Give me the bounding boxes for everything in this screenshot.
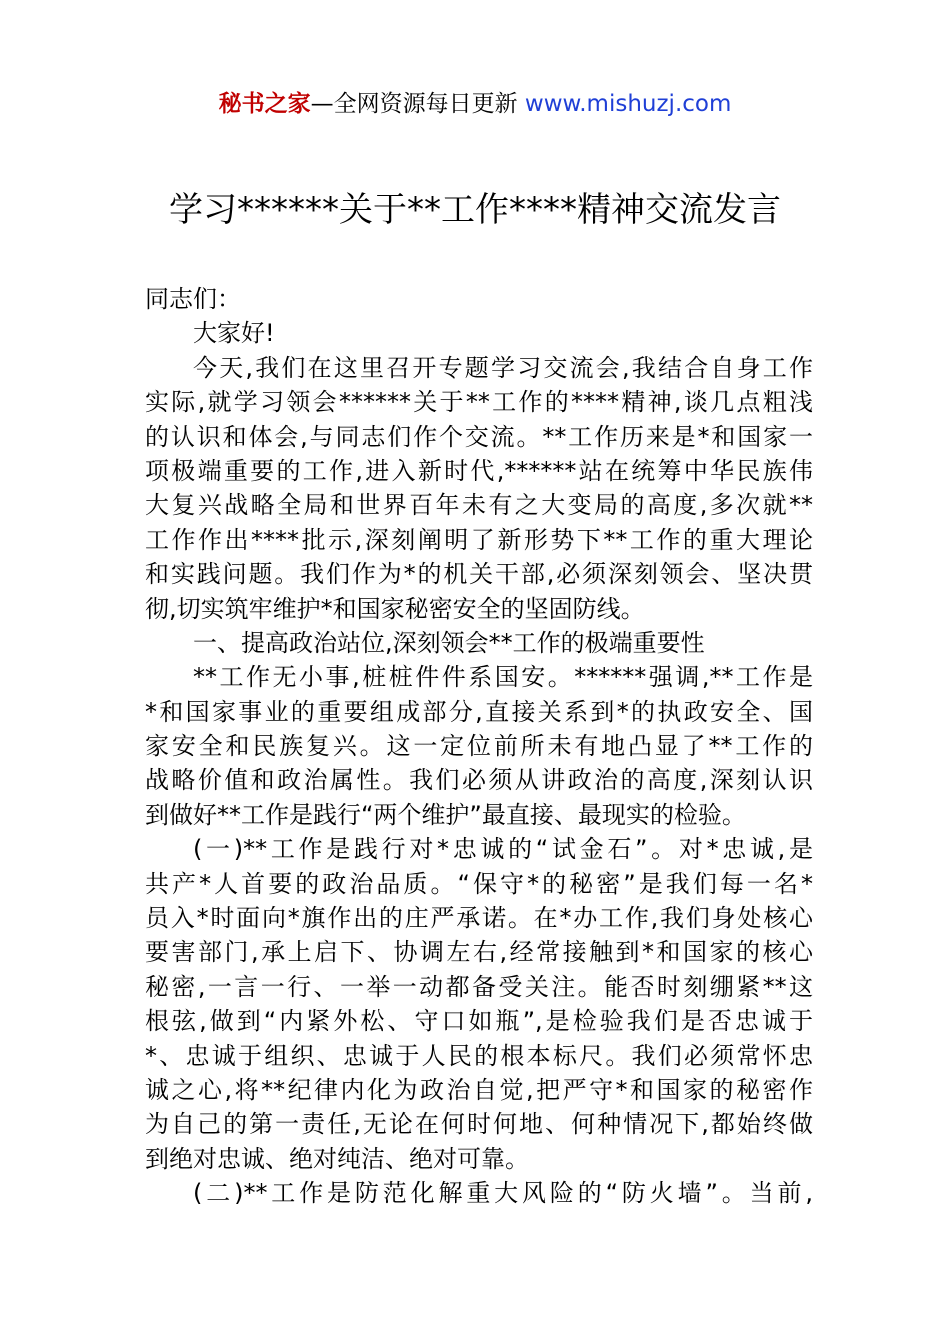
paragraph-line: 到绝对忠诚、绝对纯洁、绝对可靠。 [145,1144,529,1173]
paragraph-line: 彻,切实筑牢维护*和国家秘密安全的坚固防线。 [145,594,645,623]
paragraph-line: *、忠诚于组织、忠诚于人民的根本标尺。我们必须常怀忠 [145,1041,813,1070]
paragraph-line: 家安全和民族复兴。这一定位前所未有地凸显了**工作的 [145,732,813,761]
salutation: 同志们： [145,285,241,313]
document-title: 学习******关于**工作****精神交流发言 [169,190,781,230]
site-tagline: —全网资源每日更新 [310,91,525,117]
site-url-link[interactable]: www.mishuzj.com [524,91,732,117]
paragraph-line: 和实践问题。我们作为*的机关干部,必须深刻领会、坚决贯 [145,560,813,589]
site-brand: 秘书之家 [218,91,311,117]
paragraph-line: 要害部门,承上启下、协调左右,经常接触到*和国家的核心 [145,938,813,967]
paragraph-line: *和国家事业的重要组成部分,直接关系到*的执政安全、国 [145,697,813,726]
paragraph-line: 共产*人首要的政治品质。“保守*的秘密”是我们每一名* [145,869,813,898]
paragraph-line: 员入*时面向*旗作出的庄严承诺。在*办工作,我们身处核心 [145,904,813,933]
subsection-line: (一)**工作是践行对*忠诚的“试金石”。对*忠诚,是 [193,835,813,864]
paragraph-line: 项极端重要的工作,进入新时代,******站在统筹中华民族伟 [145,456,813,485]
paragraph-line: 诚之心,将**纪律内化为政治自觉,把严守*和国家的秘密作 [145,1075,813,1104]
paragraph-line: 今天,我们在这里召开专题学习交流会,我结合自身工作 [193,353,813,382]
paragraph-line: 到做好**工作是践行“两个维护”最直接、最现实的检验。 [145,800,746,829]
paragraph-line: 的认识和体会,与同志们作个交流。**工作历来是*和国家一 [145,422,813,451]
paragraph-line: 实际,就学习领会******关于**工作的****精神,谈几点粗浅 [145,388,813,417]
document-body [145,282,813,1211]
paragraph-line: 大复兴战略全局和世界百年未有之大变局的高度,多次就** [145,491,813,520]
paragraph-line: **工作无小事,桩桩件件系国安。******强调,**工作是 [193,663,813,692]
paragraph-line: 战略价值和政治属性。我们必须从讲政治的高度,深刻认识 [145,766,813,795]
paragraph-line: 根弦,做到“内紧外松、守口如瓶”,是检验我们是否忠诚于 [145,1007,813,1036]
section-heading: 一、提高政治站位,深刻领会**工作的极端重要性 [193,628,705,657]
paragraph-line: 工作作出****批示,深刻阐明了新形势下**工作的重大理论 [145,525,813,554]
paragraph-line: 为自己的第一责任,无论在何时何地、何种情况下,都始终做 [145,1110,813,1139]
site-header [0,88,950,120]
greeting: 大家好! [193,319,275,348]
subsection-line: (二)**工作是防范化解重大风险的“防火墙”。当前, [193,1179,813,1208]
paragraph-line: 秘密,一言一行、一举一动都备受关注。能否时刻绷紧**这 [145,972,813,1001]
